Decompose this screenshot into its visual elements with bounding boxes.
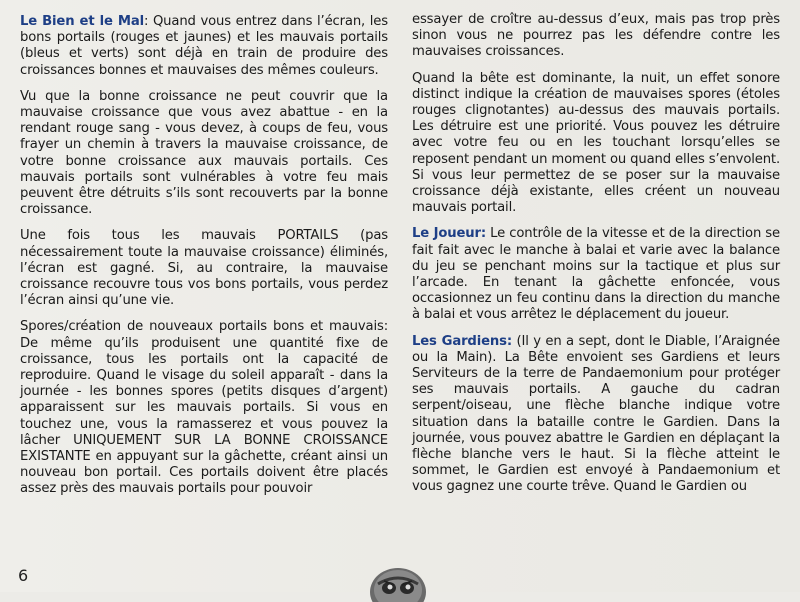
paragraph-body: Quand vous entrez dans l’écran, les bons portails (rouges et jaunes) et les mauvais portails (bleus et verts) sont déjà en train de produire des croissances bonnes et mauvaises des mêmes couleurs. (20, 14, 388, 78)
paragraph (412, 71, 780, 217)
paragraph (412, 12, 780, 61)
paragraph-body: essayer de croître au-dessus d’eux, mais pas trop près sinon vous ne pourrez pas les défendre contre les mauvaises croissances. (412, 12, 780, 60)
paragraph-body: Le contrôle de la vitesse et de la direction se fait fait avec le manche à balai et varie avec la balance du jeu se penchant moins sur la tactique et plus sur l’arcade. En tenant la gâchette enfoncée, vous occasionnez un feu continu dans la direction du manche à balai et vous arrêtez le déplacement du joueur. (412, 226, 780, 323)
heading-separator: : (143, 14, 149, 29)
paragraph (412, 334, 780, 496)
section-heading: Le Joueur: (412, 226, 487, 242)
paragraph-body: (Il y en a sept, dont le Diable, l’Araignée ou la Main). La Bête envoient ses Gardiens et leurs Serviteurs de la terre de Pandaemonium pour protéger ses mauvais portails. A gauche du cadran serpent/oiseau, une flèche blanche indique votre situation dans la bataille contre le Gardien. Dans la journée, vous pouvez abattre le Gardien en déplaçant la flèche blanche vers le haut. Si la flèche atteint le sommet, le Gardien est envoyé à Pandaemonium et vous gagnez une courte trêve. Quand le Gardien ou (412, 333, 781, 495)
paragraph-body: Quand la bête est dominante, la nuit, un effet sonore distinct indique la création de mauvaises spores (étoles rouges clignotantes) au-dessus des mauvais portails. Les détruire est une priorité. Vous pouvez les détruire avec votre feu ou en les touchant lorsqu’elles se reposent pendant un moment ou quand elles s’envolent. Si vous leur permettez de se poser sur la mauvaise croissance déjà existante, elles créent un nouveau mauvais portail. (412, 70, 780, 216)
paragraph (20, 319, 388, 497)
paragraph (20, 228, 388, 309)
right-column (412, 12, 780, 506)
paragraph (20, 89, 388, 219)
page-number: 6 (18, 566, 29, 585)
creature-head-icon (368, 562, 428, 602)
paragraph-body: Spores/création de nouveaux portails bons et mauvais: De même qu’ils produisent une quantité fixe de croissance, tous les portails ont la capacité de reproduire. Quand le visage du soleil apparaît - dans la journée - les bonnes spores (petits disques d’argent) apparaissent sur les mauvais portails. Si vous en touchez une, vous la ramasserez et vous pouvez la lâcher UNIQUEMENT SUR LA BONNE CROISSANCE EXISTANTE en appuyant sur la gâchette, créant ainsi un nouveau bon portail. Ces portails doivent être placés assez près des mauvais portails pour pouvoir (20, 319, 388, 497)
paragraph (20, 14, 388, 79)
section-heading: Les Gardiens: (412, 333, 512, 349)
paragraph (412, 226, 780, 323)
paragraph-body: Vu que la bonne croissance ne peut couvrir que la mauvaise croissance que vous avez abattue - en la rendant rouge sang - vous devez, à coups de feu, vous frayer un chemin à travers la mauvaise croissance, de votre bonne croissance aux mauvais portails. Ces mauvais portails sont vulnérables à votre feu mais peuvent être détruits s’ils sont recouverts par la bonne croissance. (20, 88, 388, 218)
section-heading: Le Bien et le Mal (20, 14, 144, 29)
left-column (20, 14, 388, 508)
paragraph-body: Une fois tous les mauvais PORTAILS (pas nécessairement toute la mauvaise croissance) éliminés, l’écran est gagné. Si, au contraire, la mauvaise croissance recouvre tous vos bons portails, vous perdez l’écran ainsi qu’une vie. (20, 228, 388, 309)
